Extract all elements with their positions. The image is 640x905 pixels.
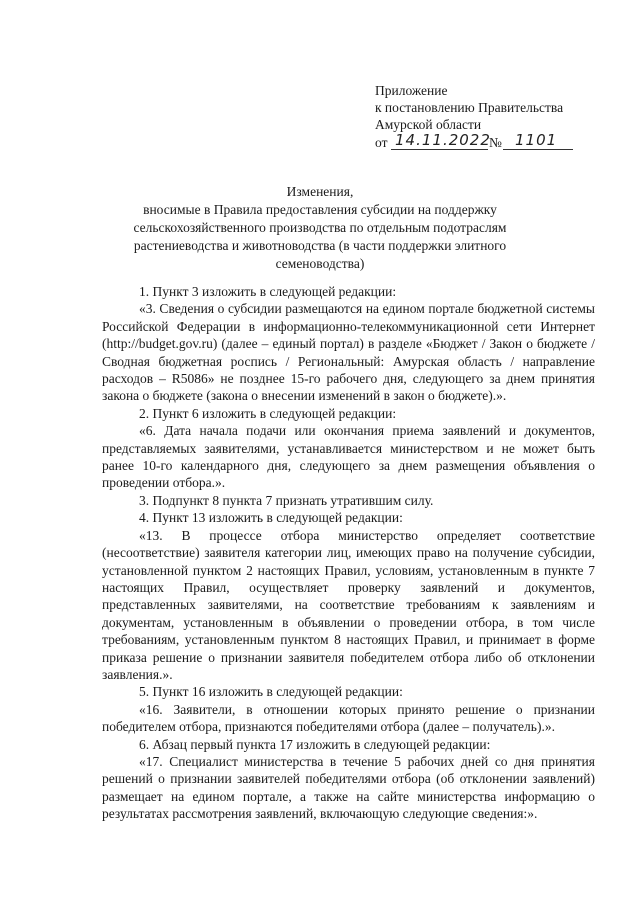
document-title (90, 183, 550, 273)
paragraph-clause-16: «16. Заявители, в отношении которых принято решение о признании победителем отбора, признаются победителями отбора (далее – получатель).». (102, 701, 595, 735)
number-prefix: № (489, 135, 502, 150)
paragraph-item-6: 6. Абзац первый пункта 17 изложить в следующей редакции: (139, 736, 491, 752)
date-underline (391, 149, 488, 150)
appendix-resolution-ref: к постановлению Правительства (375, 100, 564, 115)
paragraph-clause-3: «3. Сведения о субсидии размещаются на едином портале бюджетной системы Российской Федерации в информационно-телекоммуникационной сети Интернет (http://budget.gov.ru) (далее – единый портал) в разделе «Бюджет / Закон о бюджете / Сводная бюджетная роспись / Региональный: Амурская область / направление расходов – R5086» не позднее 15-го рабочего дня, следующего за днем принятия закона о бюджете (закона о внесении изменений в закон о бюджете).». (102, 301, 595, 404)
title-line-4: растениеводства и животноводства (в части поддержки элитного (133, 238, 507, 253)
title-line-3: сельскохозяйственного производства по отдельным подотраслям (133, 220, 507, 235)
document-body (102, 283, 595, 823)
paragraph-item-1: 1. Пункт 3 изложить в следующей редакции: (139, 284, 397, 299)
appendix-region: Амурской области (375, 117, 482, 132)
paragraph-clause-13: «13. В процессе отбора министерство определяет соответствие (несоответствие) заявителя категории лиц, имеющих право на получение субсидии, установленной пунктом 2 настоящих Правил, условиям, установленным в пункте 7 настоящих Правил, осуществляет проверку заявлений и документов, представленных заявителями, на соответствие требованиям к заявлениям и документам, установленным в объявлении о проведении отбора, в том числе требованиям, установленным пунктом 8 настоящих Правил, и принимает в форме приказа решение о признании заявителя победителем отбора либо об отклонении заявления.». (102, 527, 595, 682)
handwritten-number: 1101 (515, 131, 558, 149)
date-prefix: от (375, 135, 388, 150)
title-line-1: Изменения, (286, 184, 354, 199)
appendix-date-number-line (375, 133, 625, 152)
number-underline (503, 149, 573, 150)
appendix-header (375, 82, 625, 152)
paragraph-item-5: 5. Пункт 16 изложить в следующей редакции: (139, 684, 403, 700)
paragraph-item-2: 2. Пункт 6 изложить в следующей редакции: (139, 405, 397, 421)
appendix-label: Приложение (375, 83, 448, 98)
paragraph-clause-17: «17. Специалист министерства в течение 5 рабочих дней со дня принятия решений о признании заявителей победителями отбора (об отклонении заявлений) размещает на едином портале, а также на сайте министерства информацию о результатах рассмотрения заявлений, включающую следующие сведения:». (102, 753, 595, 822)
title-line-2: вносимые в Правила предоставления субсидии на поддержку (143, 202, 497, 217)
handwritten-date: 14.11.2022 (395, 131, 491, 149)
paragraph-item-3: 3. Подпункт 8 пункта 7 признать утратившим силу. (139, 492, 434, 508)
paragraph-clause-6: «6. Дата начала подачи или окончания приема заявлений и документов, представляемых заявителями, устанавливается министерством и не может быть ранее 10-го календарного дня, следующего за днем размещения объявления о проведении отбора.». (102, 423, 595, 491)
paragraph-item-4: 4. Пункт 13 изложить в следующей редакции: (139, 510, 403, 526)
title-line-5: семеноводства) (275, 256, 365, 271)
